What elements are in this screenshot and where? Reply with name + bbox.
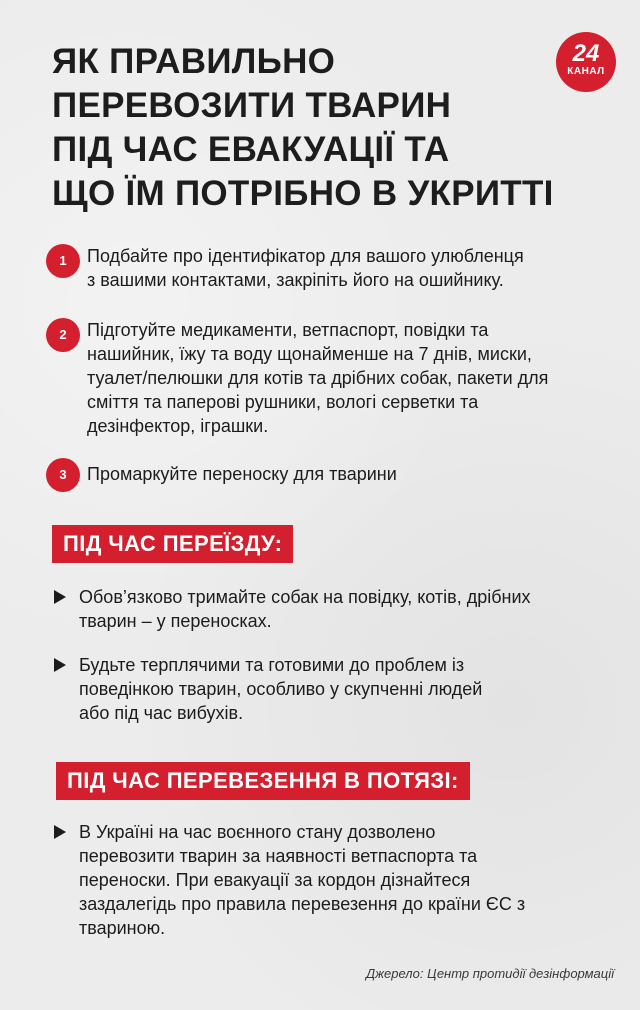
- bullet-text: [79, 585, 619, 633]
- title-line: ЯК ПРАВИЛЬНО: [52, 42, 336, 81]
- logo-brand: КАНАЛ: [567, 66, 605, 77]
- bullet-line: тварин – у переносках.: [79, 611, 272, 631]
- play-triangle-icon: [54, 658, 66, 672]
- step-number-badge: 2: [46, 318, 80, 352]
- bullet-line: перевозити тварин за наявності ветпаспорта та: [79, 846, 478, 866]
- page-title: [52, 40, 554, 216]
- step-number-badge: 3: [46, 458, 80, 492]
- step-line: Подбайте про ідентифікатор для вашого улюбленця: [87, 246, 524, 266]
- section-heading-train: ПІД ЧАС ПЕРЕВЕЗЕННЯ В ПОТЯЗІ:: [56, 762, 470, 800]
- step-text: [87, 318, 607, 438]
- bullet-line: Будьте терплячими та готовими до проблем із: [79, 655, 465, 675]
- bullet-text: [79, 653, 619, 725]
- step-line: туалет/пелюшки для котів та дрібних собак, пакети для: [87, 368, 549, 388]
- step-line: нашийник, їжу та воду щонайменше на 7 днів, миски,: [87, 344, 532, 364]
- step-number-badge: 1: [46, 244, 80, 278]
- play-triangle-icon: [54, 825, 66, 839]
- bullet-line: В Україні на час воєнного стану дозволено: [79, 822, 436, 842]
- step-line: Підготуйте медикаменти, ветпаспорт, повідки та: [87, 320, 489, 340]
- bullet-line: заздалегідь про правила перевезення до країни ЄС з: [79, 894, 526, 914]
- title-line: ПІД ЧАС ЕВАКУАЦІЇ ТА: [52, 130, 450, 169]
- bullet-line: Обов’язково тримайте собак на повідку, котів, дрібних: [79, 587, 531, 607]
- source-note: Джерело: Центр протидії дезінформації: [365, 966, 614, 981]
- logo-number: 24: [572, 40, 600, 67]
- step-line: Промаркуйте переноску для тварини: [87, 464, 397, 484]
- bullet-line: твариною.: [79, 918, 166, 938]
- bullet-line: або під час вибухів.: [79, 703, 244, 723]
- step-line: сміття та паперові рушники, вологі серветки та: [87, 392, 479, 412]
- title-line: ЩО ЇМ ПОТРІБНО В УКРИТТІ: [52, 174, 554, 213]
- title-line: ПЕРЕВОЗИТИ ТВАРИН: [52, 86, 452, 125]
- step-line: з вашими контактами, закріпіть його на ошийнику.: [87, 270, 504, 290]
- bullet-line: переноски. При евакуації за кордон дізнайтеся: [79, 870, 471, 890]
- bullet-text: [79, 820, 619, 940]
- step-line: дезінфектор, іграшки.: [87, 416, 269, 436]
- section-heading-move: ПІД ЧАС ПЕРЕЇЗДУ:: [52, 525, 293, 563]
- play-triangle-icon: [54, 590, 66, 604]
- bullet-line: поведінкою тварин, особливо у скупченні людей: [79, 679, 483, 699]
- step-text: [87, 244, 607, 292]
- step-text: [87, 462, 607, 486]
- channel-logo: [556, 32, 616, 92]
